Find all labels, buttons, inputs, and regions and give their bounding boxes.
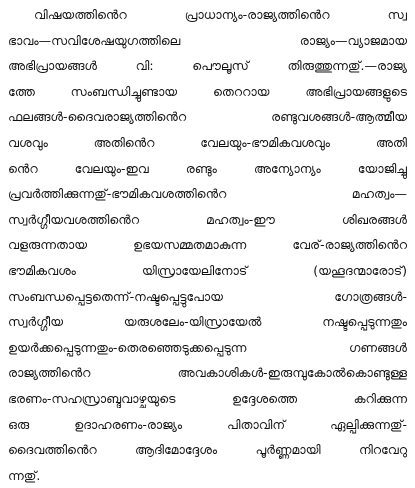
text-line: പ്രവർത്തിക്കുന്നതു്-ഭൗമികവശത്തിൻെറ മഹത്വം— (8, 186, 407, 202)
text-line: ഭരണം-സഹസ്രാബ്ദവാഴ്ചയുടെ ഉദ്ദേശത്തെ കറിക്കുന്ന (8, 390, 407, 406)
text-line: ഭാവം—സവിശേഷയുഗത്തിലെ രാജ്യം—വ്യാജമായ (8, 32, 407, 48)
text-line: അഭിപ്രായങ്ങൾ വി: പൌലൂസ് തിരുത്തുന്നതു്.—രാജ്യ (8, 58, 407, 74)
text-line: ൻെറ വേലയും-ഇവ രണ്ടും അന്യോന്യം യോജിച്ചു (8, 160, 407, 176)
text-line: ഭൗമികവശം യിസ്രായേലിനോട് (യഹൂദന്മാരോട്) (8, 262, 407, 278)
text-line: ന്നതു്. (8, 467, 41, 483)
text-line: ഫലങ്ങൾ-ദൈവരാജ്യത്തിൻെറ രണ്ടുവശങ്ങൾ-ആത്മീയ (8, 109, 407, 125)
text-line: സ്വർഗ്ഗീയവശത്തിൻെറ മഹത്വം-ഈ ശിഖരങ്ങൾ (8, 211, 407, 227)
text-line: രാജ്യത്തിൻെറ അവകാശികൾ-ഇരുമ്പുകോൽകൊണ്ടുള്ള (8, 365, 407, 381)
chapter-synopsis-paragraph (8, 2, 407, 488)
text-line: വിഷയത്തിൻെറ പ്രാധാന്യം-രാജ്യത്തിൻെറ സ്വ (34, 7, 407, 22)
text-line: സംബന്ധപ്പെട്ടതെന്ന്-നഷ്ടപ്പെട്ടുപോയ ഗോത്രങ്ങൾ- (8, 288, 407, 304)
text-line: വളരുന്നതായ ഉഭയസമ്മതമാകുന്ന വേര്-രാജ്യത്തിൻെറ (8, 237, 407, 253)
text-line: ഒരു ഉദാഹരണം-രാജ്യം പിതാവിന് ഏല്പിക്കുന്നതു്- (8, 416, 407, 432)
text-line: സ്വർഗ്ഗീയ യരുശലേം-യിസ്രായേൽ നഷ്ടപ്പെടുന്നതും (8, 314, 407, 330)
text-line: വശവും അതിൻെറ വേലയും-ഭൗമികവശവും അതി (8, 134, 407, 150)
text-line: ഉയർക്കപ്പെടുന്നതും-തെരഞ്ഞെടുക്കപ്പെടുന്ന ഗണങ്ങൾ (8, 339, 407, 355)
text-line: ത്തേ സംബന്ധിച്ചുണ്ടായ തെററായ അഭിപ്രായങ്ങളുടെ (8, 83, 407, 99)
text-line: ദൈവത്തിൻെറ ആദിമോദ്ദേശം പൂർണ്ണമായി നിറവേറു (8, 442, 407, 458)
